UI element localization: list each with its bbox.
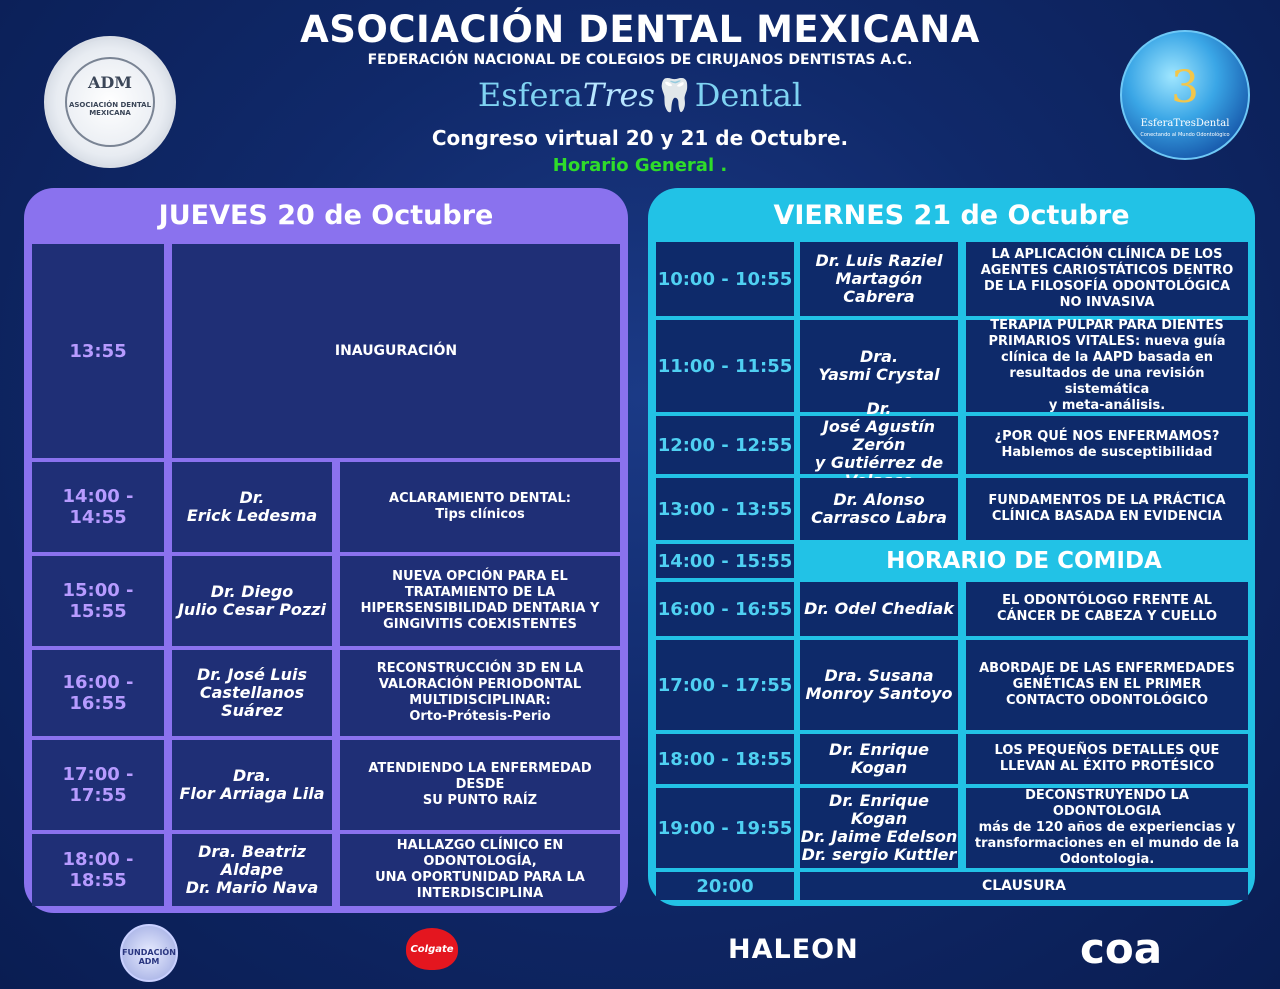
text-line: Hablemos de susceptibilidad (1001, 445, 1213, 460)
topic-cell (966, 582, 1248, 636)
text-line: Dr. (866, 399, 892, 418)
text-line: clínica de la AAPD basada en (1001, 350, 1213, 365)
thursday-panel (24, 188, 628, 913)
text-line: SU PUNTO RAÍZ (422, 793, 538, 808)
page-subtitle: FEDERACIÓN NACIONAL DE COLEGIOS DE CIRUJANOS DENTISTAS A.C. (367, 52, 913, 68)
text-line: ¿POR QUÉ NOS ENFERMAMOS? (994, 429, 1220, 444)
text-line: Odontologia. (1059, 852, 1155, 867)
speaker-cell (800, 788, 958, 868)
time-cell: 13:00 - 13:55 (656, 478, 794, 540)
schedule-label: Horario General . (552, 155, 728, 176)
time-cell: 10:00 - 10:55 (656, 242, 794, 316)
text-line: y Gutiérrez de (814, 453, 944, 472)
esfera-tagline: Conectando al Mundo Odontológico (1140, 132, 1230, 138)
friday-heading: VIERNES 21 de Octubre (773, 200, 1130, 231)
text-line: CONTACTO ODONTOLÓGICO (1005, 693, 1209, 708)
speaker-cell (800, 640, 958, 730)
text-line: Dr. José Luis (196, 665, 308, 684)
closing-time: 20:00 (656, 872, 794, 900)
text-line: MULTIDISCIPLINAR: (409, 693, 551, 708)
text-line: y meta-análisis. (1048, 398, 1166, 413)
haleon-logo: HALEON (728, 934, 859, 965)
brand-wordmark (0, 76, 1280, 114)
text-line: Dr. Luis Raziel (815, 251, 943, 270)
text-line: UNA OPORTUNIDAD PARA LA (375, 870, 585, 885)
inauguration-label: INAUGURACIÓN (172, 244, 620, 458)
brand-mid: Tres (582, 76, 655, 114)
time-cell: 16:00 - 16:55 (32, 650, 164, 736)
text-line: Erick Ledesma (186, 506, 318, 525)
topic-cell (340, 462, 620, 552)
text-line: Julio Cesar Pozzi (177, 600, 327, 619)
topic-cell (966, 242, 1248, 316)
text-line: Dr. Diego (210, 582, 294, 601)
speaker-cell (172, 462, 332, 552)
topic-cell (966, 788, 1248, 868)
text-line: ACLARAMIENTO DENTAL: (389, 491, 571, 506)
speaker-cell (800, 242, 958, 316)
text-line: VALORACIÓN PERIODONTAL (378, 677, 582, 692)
time-cell: 17:00 - 17:55 (32, 740, 164, 830)
text-line: HALLAZGO CLÍNICO EN ODONTOLOGÍA, (396, 838, 564, 869)
congress-line: Congreso virtual 20 y 21 de Octubre. (431, 126, 849, 150)
text-line: TERAPIA PULPAR PARA DIENTES (990, 318, 1224, 333)
text-line: PRIMARIOS VITALES: nueva guía (988, 334, 1226, 349)
text-line: FUNDAMENTOS DE LA PRÁCTICA (988, 493, 1226, 508)
esfera-tres-logo (1120, 30, 1250, 160)
topic-cell (340, 650, 620, 736)
text-line: GENÉTICAS EN EL PRIMER (1012, 677, 1202, 692)
text-line: Dr. Mario Nava (185, 878, 319, 897)
text-line: DECONSTRUYENDO LA ODONTOLOGIA (1025, 788, 1189, 819)
topic-cell (966, 734, 1248, 784)
time-cell: 15:00 - 15:55 (32, 556, 164, 646)
text-line: Carrasco Labra (811, 508, 947, 527)
lunch-time: 14:00 - 15:55 (656, 544, 794, 578)
text-line: HIPERSENSIBILIDAD DENTARIA Y (360, 601, 600, 616)
text-line: Castellanos Suárez (199, 683, 305, 720)
topic-cell (966, 640, 1248, 730)
text-line: Tips clínicos (435, 507, 525, 522)
time-cell: 18:00 - 18:55 (656, 734, 794, 784)
speaker-cell (172, 556, 332, 646)
text-line: Dr. Enrique Kogan (829, 791, 929, 828)
text-line: Monroy Santoyo (805, 684, 953, 703)
text-line: ABORDAJE DE LAS ENFERMEDADES (979, 661, 1235, 676)
text-line: ATENDIENDO LA ENFERMEDAD DESDE (368, 761, 592, 792)
text-line: más de 120 años de experiencias y (978, 820, 1236, 835)
time-cell: 14:00 - 14:55 (32, 462, 164, 552)
text-line: LA APLICACIÓN CLÍNICA DE LOS (991, 247, 1223, 262)
text-line: Yasmi Crystal (818, 365, 940, 384)
brand-right: Dental (694, 76, 803, 114)
text-line: RECONSTRUCCIÓN 3D EN LA (376, 661, 584, 676)
time-cell: 17:00 - 17:55 (656, 640, 794, 730)
topic-cell (340, 556, 620, 646)
adm-seal-logo (44, 36, 176, 168)
fundacion-adm-logo (120, 924, 178, 982)
fundacion-logo-text: FUNDACIÓN ADM (122, 948, 176, 966)
topic-cell (966, 416, 1248, 474)
speaker-cell (800, 478, 958, 540)
text-line: José Agustín Zerón (822, 417, 936, 454)
topic-cell (340, 740, 620, 830)
text-line: Cabrera (843, 287, 915, 306)
text-line: Dr. Enrique Kogan (829, 740, 929, 777)
text-line: CÁNCER DE CABEZA Y CUELLO (996, 609, 1218, 624)
text-line: Dra. (232, 766, 272, 785)
text-line: DE LA FILOSOFÍA ODONTOLÓGICA (983, 279, 1231, 294)
speaker-cell (800, 399, 958, 474)
time-cell: 18:00 - 18:55 (32, 834, 164, 906)
text-line: Dra. Beatriz Aldape (198, 842, 306, 879)
text-line: EL ODONTÓLOGO FRENTE AL (1002, 593, 1212, 608)
text-line: AGENTES CARIOSTÁTICOS DENTRO (980, 263, 1234, 278)
text-line: NO INVASIVA (1059, 295, 1155, 310)
text-line: Dr. Odel Chediak (804, 599, 954, 618)
colgate-logo: Colgate (406, 928, 458, 970)
text-line: Dr. sergio Kuttler (801, 845, 957, 864)
text-line: LLEVAN AL ÉXITO PROTÉSICO (999, 759, 1215, 774)
text-line: Dr. (239, 488, 265, 507)
text-line: Martagón (835, 269, 923, 288)
friday-panel (648, 188, 1255, 906)
text-line: Dr. Jaime Edelson (800, 827, 958, 846)
text-line: CLÍNICA BASADA EN EVIDENCIA (991, 509, 1223, 524)
text-line: Dr. Alonso (833, 490, 925, 509)
topic-cell (340, 834, 620, 906)
speaker-cell (800, 734, 958, 784)
page-title: ASOCIACIÓN DENTAL MEXICANA (300, 8, 980, 51)
inauguration-time: 13:55 (32, 244, 164, 458)
text-line: INTERDISCIPLINA (416, 886, 544, 901)
text-line: Dra. Susana (824, 666, 934, 685)
seal-monogram: ADM (88, 73, 132, 92)
closing-label: CLAUSURA (800, 872, 1248, 900)
text-line: Flor Arriaga Lila (179, 784, 325, 803)
text-line: resultados de una revisión sistemática (1009, 366, 1205, 397)
esfera-caption: EsferaTresDental (1140, 118, 1230, 129)
brand-left: Esfera (477, 76, 583, 114)
thursday-heading: JUEVES 20 de Octubre (158, 200, 494, 231)
coa-logo: coa (1080, 924, 1163, 973)
time-cell: 19:00 - 19:55 (656, 788, 794, 868)
topic-cell (966, 478, 1248, 540)
speaker-cell (172, 740, 332, 830)
time-cell: 11:00 - 11:55 (656, 320, 794, 412)
speaker-cell (172, 834, 332, 906)
text-line: transformaciones en el mundo de la (974, 836, 1240, 851)
text-line: Orto-Prótesis-Perio (409, 709, 551, 724)
speaker-cell (800, 582, 958, 636)
lunch-label: HORARIO DE COMIDA (886, 548, 1162, 574)
text-line: Dra. (859, 347, 899, 366)
speaker-cell (172, 650, 332, 736)
tooth-icon: 🦷 (654, 76, 695, 114)
text-line: TRATAMIENTO DE LA (404, 585, 556, 600)
text-line: LOS PEQUEÑOS DETALLES QUE (994, 743, 1220, 758)
time-cell: 16:00 - 16:55 (656, 582, 794, 636)
seal-ring-text: ASOCIACIÓN DENTAL MEXICANA (68, 101, 152, 117)
text-line: GINGIVITIS COEXISTENTES (383, 617, 577, 632)
text-line: NUEVA OPCIÓN PARA EL (392, 569, 568, 584)
time-cell: 12:00 - 12:55 (656, 416, 794, 474)
topic-cell (966, 320, 1248, 412)
esfera-number: 3 (1171, 62, 1199, 113)
